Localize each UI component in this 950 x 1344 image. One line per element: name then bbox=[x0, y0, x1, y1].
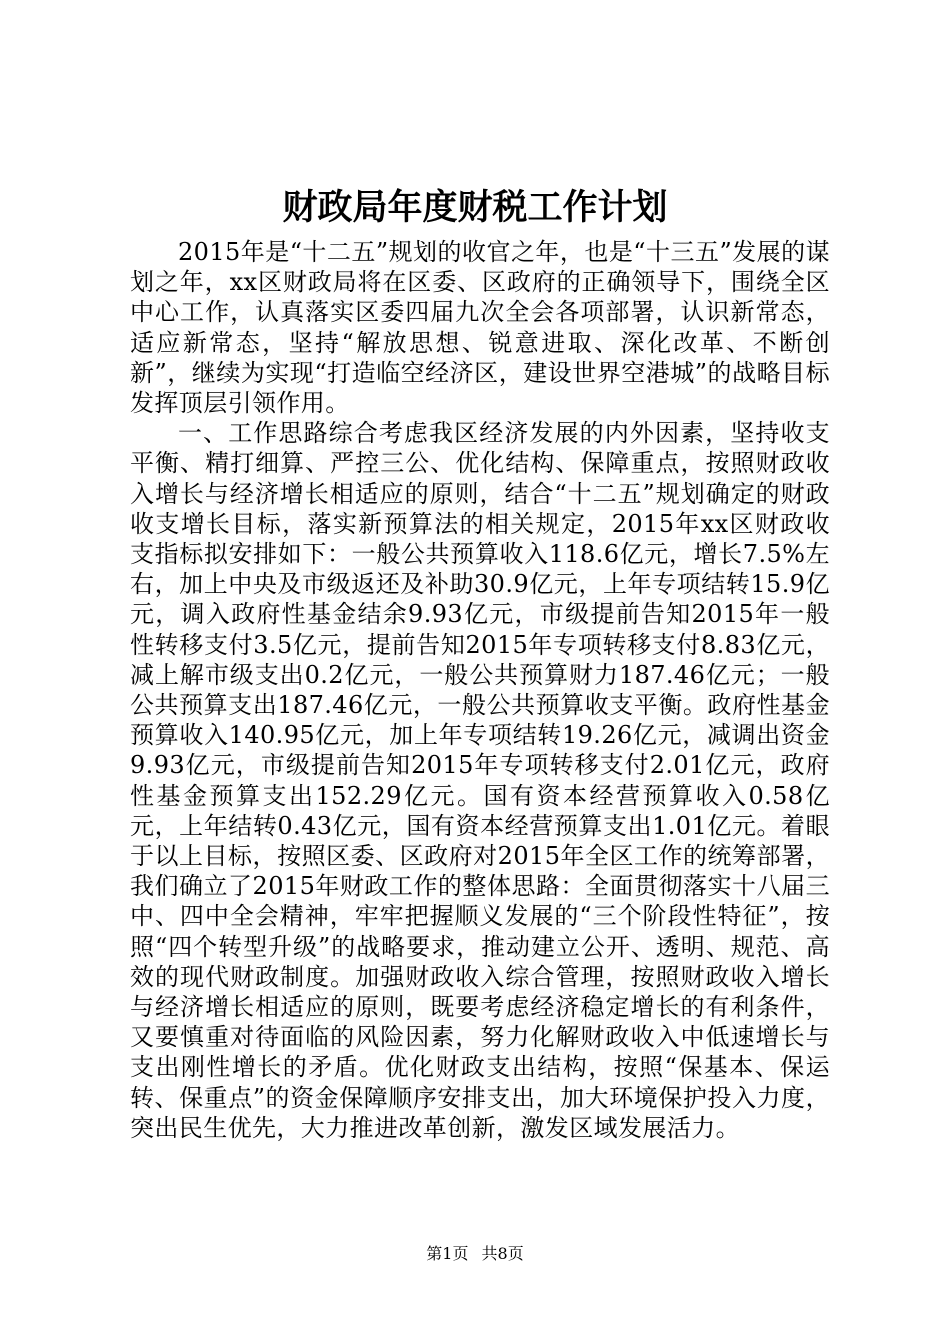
page-footer bbox=[0, 1244, 950, 1264]
page-number: 第1页 bbox=[426, 1244, 469, 1263]
document-title: 财政局年度财税工作计划 bbox=[282, 187, 668, 228]
paragraph-work-plan: 一、工作思路综合考虑我区经济发展的内外因素，坚持收支平衡、精打细算、严控三公、优化结构、保障重点，按照财政收入增长与经济增长相适应的原则，结合“十二五”规划确定的财政收支增长目标，落实新预算法的相关规定，2015年xx区财政收支指标拟安排如下：一般公共预算收入118.6亿元，增长7.5%左右，加上中央及市级返还及补助30.9亿元，上年专项结转15.9亿元，调入政府性基金结余9.93亿元，市级提前告知2015年一般性转移支付3.5亿元，提前告知2015年专项转移支付8.83亿元，减上解市级支出0.2亿元，一般公共预算财力187.46亿元；一般公共预算支出187.46亿元，一般公共预算收支平衡。政府性基金预算收入140.95亿元，加上年专项结转19.26亿元，减调出资金9.93亿元，市级提前告知2015年专项转移支付2.01亿元，政府性基金预算支出152.29亿元。国有资本经营预算收入0.58亿元，上年结转0.43亿元，国有资本经营预算支出1.01亿元。着眼于以上目标，按照区委、区政府对2015年全区工作的统筹部署，我们确立了2015年财政工作的整体思路：全面贯彻落实十八届三中、四中全会精神，牢牢把握顺义发展的“三个阶段性特征”，按照“四个转型升级”的战略要求，推动建立公开、透明、规范、高效的现代财政制度。加强财政收入综合管理，按照财政收入增长与经济增长相适应的原则，既要考虑经济稳定增长的有利条件，又要慎重对待面临的风险因素，努力化解财政收入中低速增长与支出刚性增长的矛盾。优化财政支出结构，按照“保基本、保运转、保重点”的资金保障顺序安排支出，加大环境保护投入力度，突出民生优先，大力推进改革创新，激发区域发展活力。 bbox=[130, 419, 830, 1142]
page-total: 共8页 bbox=[481, 1244, 524, 1263]
document-body bbox=[130, 237, 830, 1143]
paragraph-intro: 2015年是“十二五”规划的收官之年，也是“十三五”发展的谋划之年，xx区财政局将在区委、区政府的正确领导下，围绕全区中心工作，认真落实区委四届九次全会各项部署，认识新常态，适应新常态，坚持“解放思想、锐意进取、深化改革、不断创新”，继续为实现“打造临空经济区，建设世界空港城”的战略目标发挥顶层引领作用。 bbox=[130, 238, 830, 418]
